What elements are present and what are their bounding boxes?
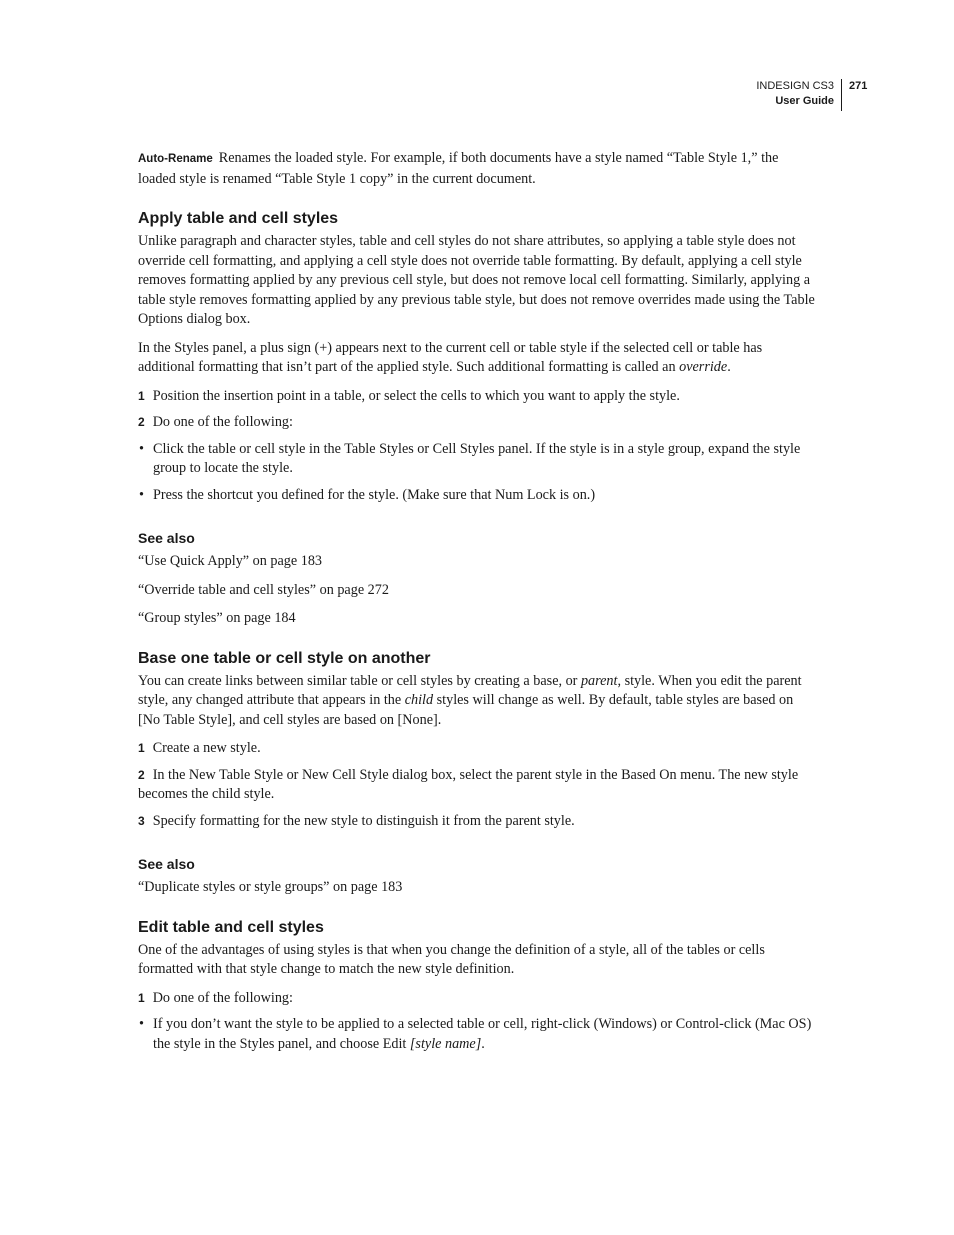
see-also-link[interactable]: “Group styles” on page 184	[138, 610, 296, 626]
bullet-icon: •	[139, 486, 144, 503]
edit-step-1	[138, 989, 818, 1009]
base-step-2	[138, 766, 818, 805]
base-paragraph-1	[138, 672, 818, 731]
apply-p2-end: .	[727, 359, 731, 375]
step-number: 1	[138, 990, 145, 1005]
heading-apply: Apply table and cell styles	[138, 210, 339, 227]
step-text: Create a new style.	[152, 740, 261, 756]
bullet-text: Click the table or cell style in the Table Styles or Cell Styles panel. If the style is in a style group, expand the style group to locate the style.	[153, 440, 801, 476]
apply-step-2	[138, 413, 818, 433]
see-also-link[interactable]: “Duplicate styles or style groups” on page 183	[138, 879, 403, 895]
base-p1-text: styles will change as well. By default, table styles are based on [No Table Style], and cell styles are based on [None].	[138, 692, 794, 728]
running-head-product: INDESIGN CS3	[756, 80, 834, 92]
step-text: In the New Table Style or New Cell Style dialog box, select the parent style in the Based On menu. The new style becomes the child style.	[138, 766, 799, 802]
bullet-text: If you don’t want the style to be applied to a selected table or cell, right-click (Windows) or Control-click (Mac OS) the style in the Styles panel, and choose Edit	[153, 1016, 812, 1052]
apply-paragraph-1: Unlike paragraph and character styles, table and cell styles do not share attributes, so applying a table style does not override cell formatting, and applying a cell style does not override table formatting. By default, applying a cell style removes formatting applied by any previous cell style, but does not remove local cell formatting. Similarly, applying a table style removes formatting applied by any previous table style, but does not remove overrides made using the Table Options dialog box.	[138, 233, 815, 327]
heading-edit: Edit table and cell styles	[138, 918, 324, 936]
heading-see-also-1: See also	[138, 530, 195, 546]
step-text: Do one of the following:	[152, 414, 293, 430]
auto-rename-text: Renames the loaded style. For example, if both documents have a style named “Table Style 1,” the loaded style is renamed “Table Style 1 copy” in the current document.	[138, 150, 779, 187]
apply-p2-text: In the Styles panel, a plus sign (+) appears next to the current cell or table style if the selected cell or table has additional formatting that isn’t part of the applied style. Such additional formatting is called an	[138, 339, 763, 375]
step-number: 1	[138, 388, 145, 403]
bullet-icon: •	[139, 1016, 144, 1032]
apply-bullet-2	[138, 486, 818, 506]
see-also-link[interactable]: “Override table and cell styles” on page 272	[138, 581, 389, 598]
parent-term: parent	[580, 672, 618, 689]
see-also-link[interactable]: “Use Quick Apply” on page 183	[138, 553, 323, 569]
auto-rename-term: Auto-Rename	[138, 153, 213, 165]
base-p1-text: , style. When you edit the parent style, any changed attribute that appears in the	[138, 672, 802, 708]
heading-base: Base one table or cell style on another	[138, 649, 431, 667]
base-step-3	[138, 812, 818, 832]
base-p1-text: You can create links between similar table or cell styles by creating a base, or	[138, 672, 581, 689]
bullet-icon: •	[139, 440, 144, 457]
apply-paragraph-2	[138, 339, 818, 378]
step-text: Position the insertion point in a table, or select the cells to which you want to apply the style.	[152, 387, 680, 404]
apply-bullet-1	[138, 440, 818, 479]
step-number: 3	[138, 813, 145, 828]
bullet-text-end: .	[481, 1035, 485, 1052]
child-term: child	[404, 692, 434, 708]
base-step-1	[138, 739, 818, 759]
heading-see-also-2: See also	[138, 856, 195, 872]
edit-paragraph-1: One of the advantages of using styles is that when you change the definition of a style, all of the tables or cells formatted with that style change to match the new style definition.	[138, 941, 765, 977]
apply-step-1	[138, 387, 818, 407]
step-number: 1	[138, 741, 145, 755]
running-head	[756, 79, 842, 111]
style-name-term: [style name]	[409, 1035, 482, 1052]
page-number: 271	[849, 80, 868, 92]
override-term: override	[679, 359, 728, 375]
running-head-guide: User Guide	[775, 95, 834, 107]
step-text: Specify formatting for the new style to distinguish it from the parent style.	[152, 812, 575, 829]
step-number: 2	[138, 415, 145, 429]
step-text: Do one of the following:	[152, 989, 293, 1006]
edit-bullet-1	[138, 1015, 818, 1054]
auto-rename-paragraph	[138, 149, 818, 189]
step-number: 2	[138, 767, 145, 782]
bullet-text: Press the shortcut you defined for the style. (Make sure that Num Lock is on.)	[153, 486, 596, 503]
page-body	[138, 149, 818, 1054]
